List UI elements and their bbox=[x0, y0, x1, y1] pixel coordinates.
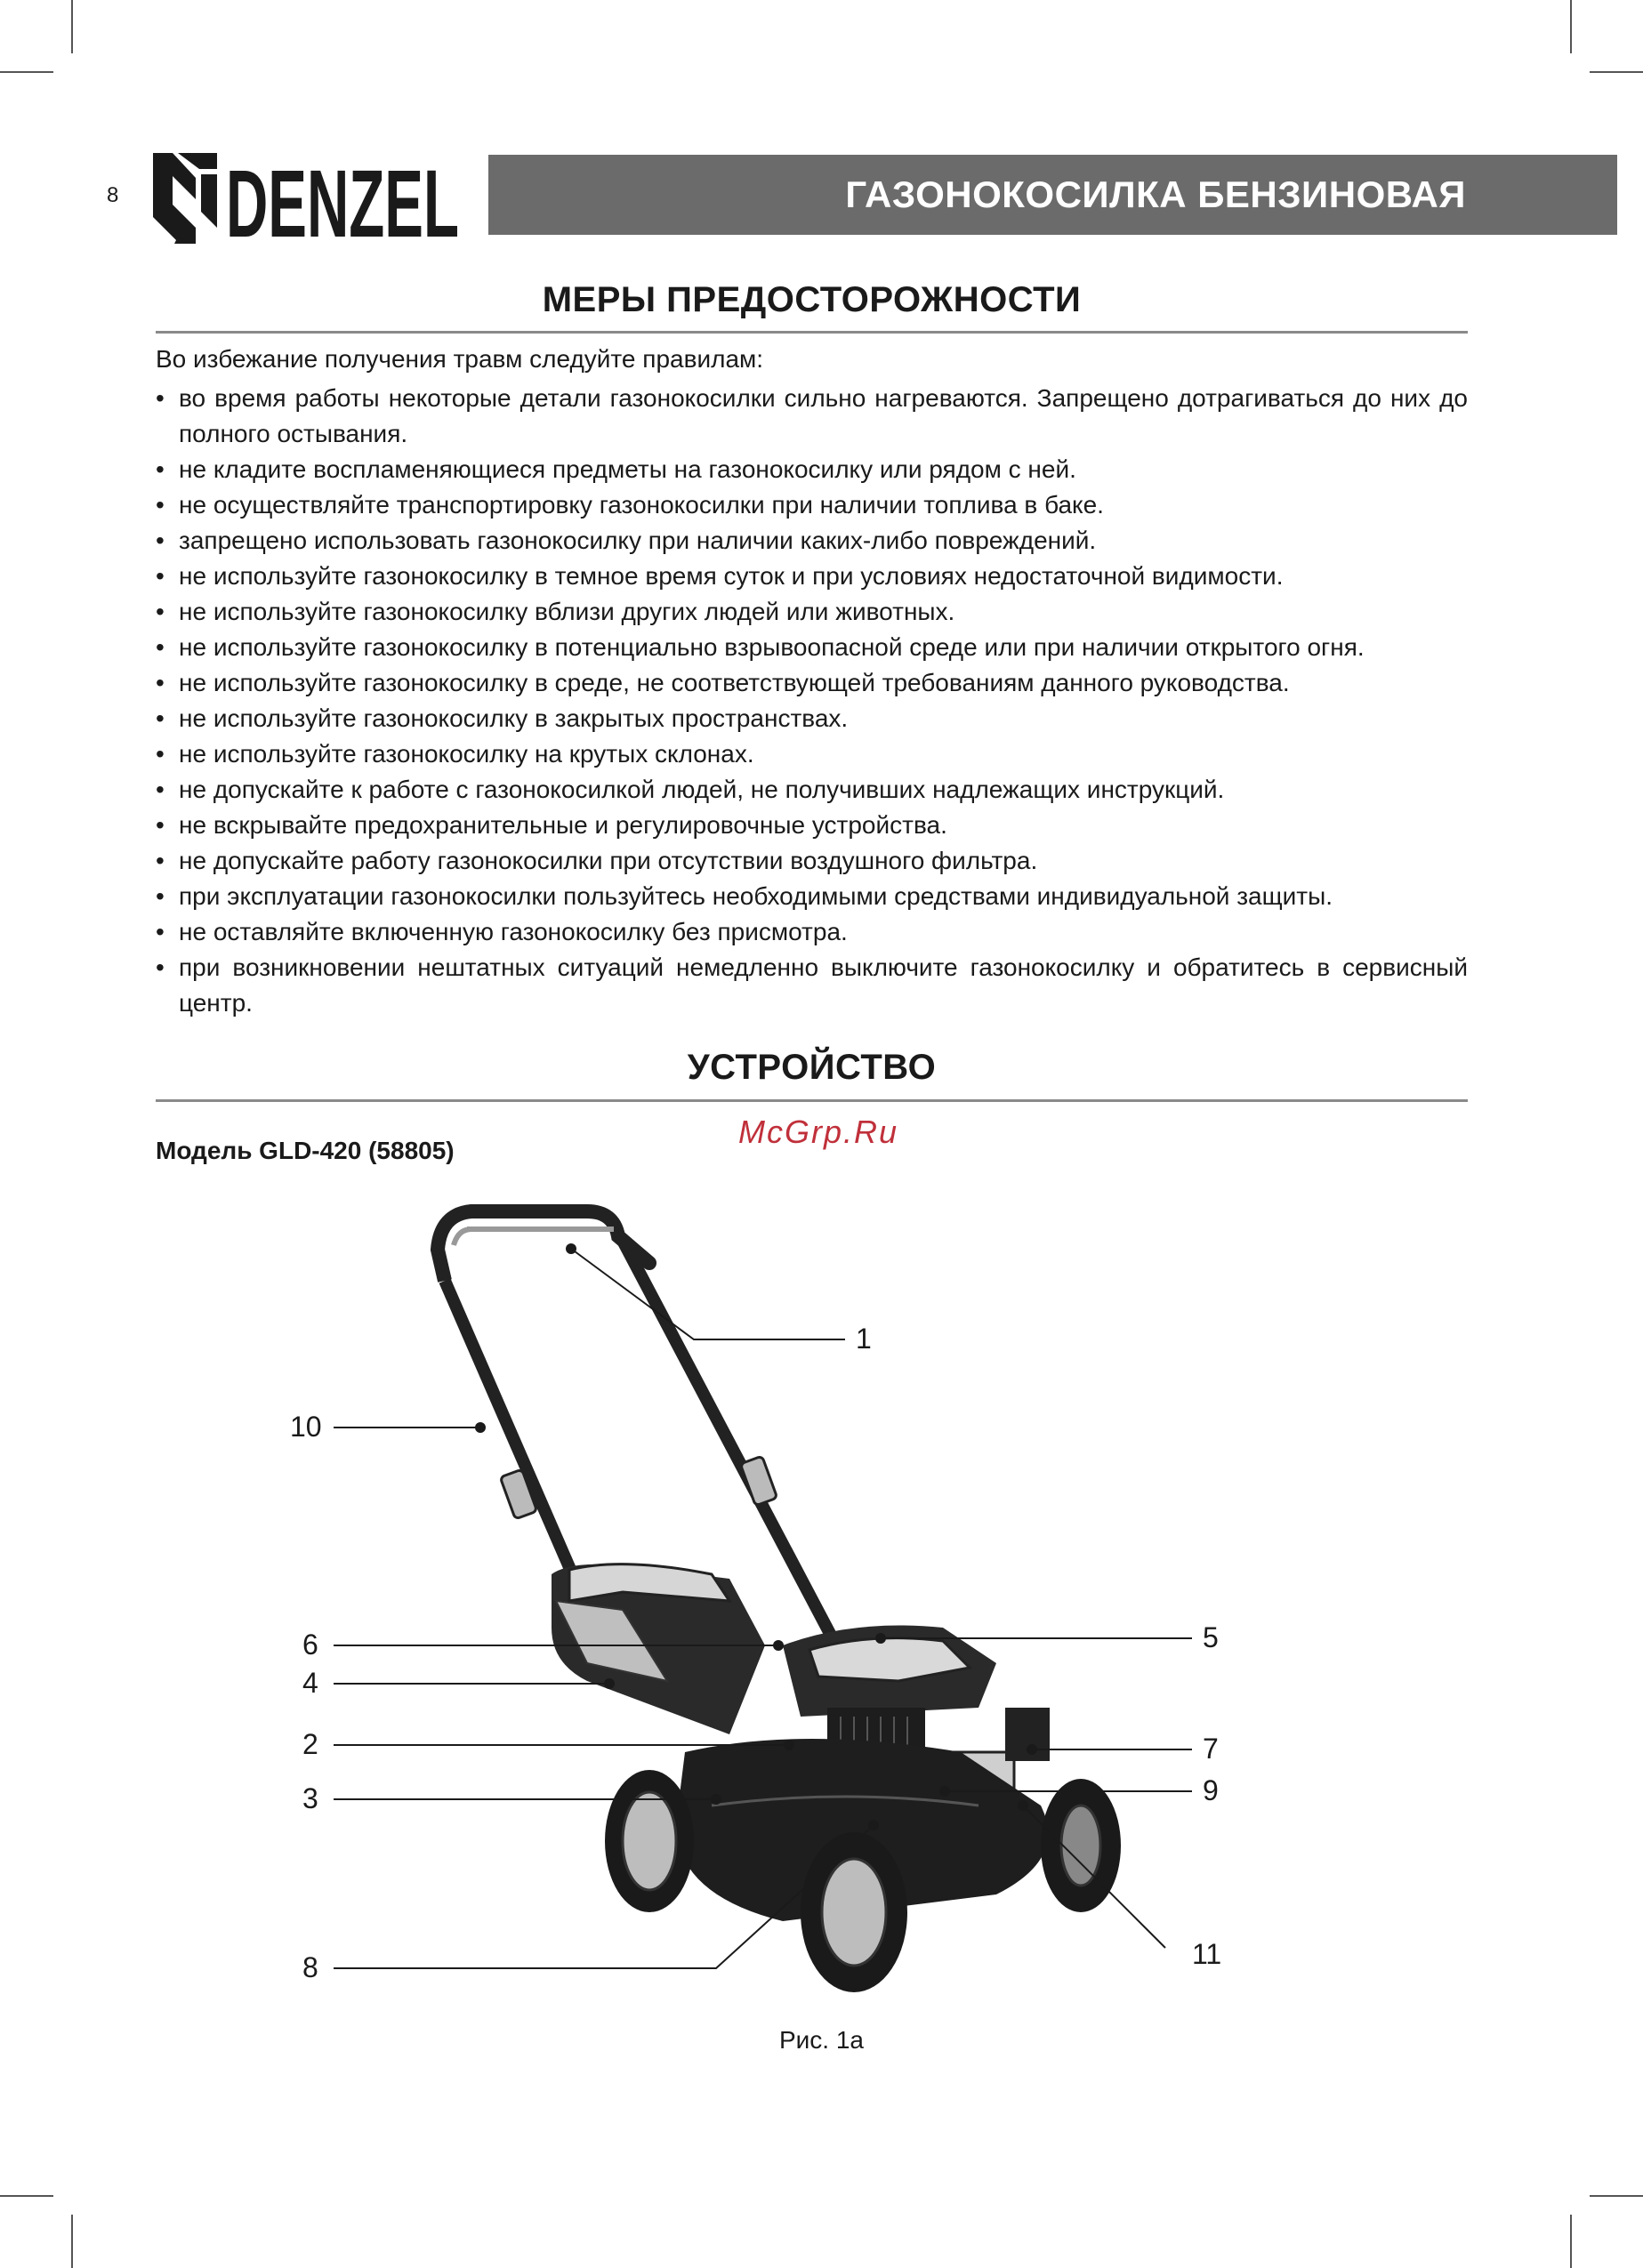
list-item: • не используйте газонокосилку вблизи других людей или животных. bbox=[156, 594, 1468, 630]
callout-number: 3 bbox=[302, 1782, 318, 1814]
callout-number: 1 bbox=[856, 1323, 872, 1355]
list-item: • не используйте газонокосилку на крутых склонах. bbox=[156, 736, 1468, 772]
crop-mark bbox=[71, 2215, 73, 2268]
lawnmower-figure bbox=[0, 1183, 1643, 2028]
crop-mark bbox=[1590, 2195, 1643, 2197]
model-label: Модель GLD-420 (58805) bbox=[156, 1137, 455, 1164]
crop-mark bbox=[1570, 2215, 1572, 2268]
watermark: McGrp.Ru bbox=[738, 1114, 899, 1150]
callout-number: 10 bbox=[290, 1411, 322, 1443]
svg-text:DENZEL: DENZEL bbox=[226, 149, 459, 257]
safety-intro: Во избежание получения травм следуйте правилам: bbox=[156, 345, 764, 373]
list-item: • не оставляйте включенную газонокосилку без присмотра. bbox=[156, 914, 1468, 950]
safety-title: МЕРЫ ПРЕДОСТОРОЖНОСТИ bbox=[542, 280, 1082, 319]
list-item: • при эксплуатации газонокосилки пользуйтесь необходимыми средствами индивидуальной защиты. bbox=[156, 879, 1468, 914]
list-item: • запрещено использовать газонокосилку при наличии каких-либо повреждений. bbox=[156, 523, 1468, 559]
callout-number: 8 bbox=[302, 1951, 318, 1983]
list-item: • не используйте газонокосилку в среде, не соответствующей требованиям данного руководства. bbox=[156, 665, 1468, 701]
list-item: • не допускайте работу газонокосилки при отсутствии воздушного фильтра. bbox=[156, 843, 1468, 879]
list-item: • не осуществляйте транспортировку газонокосилки при наличии топлива в баке. bbox=[156, 487, 1468, 523]
callout-number: 7 bbox=[1203, 1733, 1219, 1765]
callout-number: 4 bbox=[302, 1667, 318, 1699]
crop-mark bbox=[71, 0, 73, 53]
callout-number: 11 bbox=[1192, 1938, 1222, 1970]
callout-number: 5 bbox=[1203, 1621, 1219, 1653]
crop-mark bbox=[0, 2195, 53, 2197]
callout-number: 6 bbox=[302, 1629, 318, 1661]
device-title: УСТРОЙСТВО bbox=[687, 1048, 937, 1087]
crop-mark bbox=[1570, 0, 1572, 53]
denzel-logo bbox=[153, 149, 460, 257]
lawnmower-illustration bbox=[438, 1211, 1121, 1992]
list-item: • во время работы некоторые детали газонокосилки сильно нагреваются. Запрещено дотрагиваться до них до полного остывания. bbox=[156, 381, 1468, 452]
header-title: ГАЗОНОКОСИЛКА БЕНЗИНОВАЯ bbox=[845, 173, 1466, 215]
crop-mark bbox=[0, 71, 53, 73]
list-item: • не допускайте к работе с газонокосилкой людей, не получивших надлежащих инструкций. bbox=[156, 772, 1468, 808]
list-item: • не используйте газонокосилку в потенциально взрывоопасной среде или при наличии открытого огня. bbox=[156, 630, 1468, 665]
safety-list bbox=[156, 381, 1468, 1021]
header-bar bbox=[488, 155, 1617, 235]
list-item: • не вскрывайте предохранительные и регулировочные устройства. bbox=[156, 808, 1468, 843]
list-item: • не используйте газонокосилку в темное время суток и при условиях недостаточной видимости. bbox=[156, 559, 1468, 594]
crop-mark bbox=[1590, 71, 1643, 73]
figure-caption: Рис. 1а bbox=[778, 2026, 865, 2054]
list-item: • не кладите воспламеняющиеся предметы на газонокосилку или рядом с ней. bbox=[156, 452, 1468, 487]
page-number: 8 bbox=[107, 183, 119, 207]
divider bbox=[156, 1099, 1468, 1102]
callout-number: 2 bbox=[302, 1728, 318, 1760]
list-item: • при возникновении нештатных ситуаций немедленно выключите газонокосилку и обратитесь в сервисный центр. bbox=[156, 950, 1468, 1021]
list-item: • не используйте газонокосилку в закрытых пространствах. bbox=[156, 701, 1468, 736]
divider bbox=[156, 331, 1468, 334]
callout-number: 9 bbox=[1203, 1774, 1219, 1806]
